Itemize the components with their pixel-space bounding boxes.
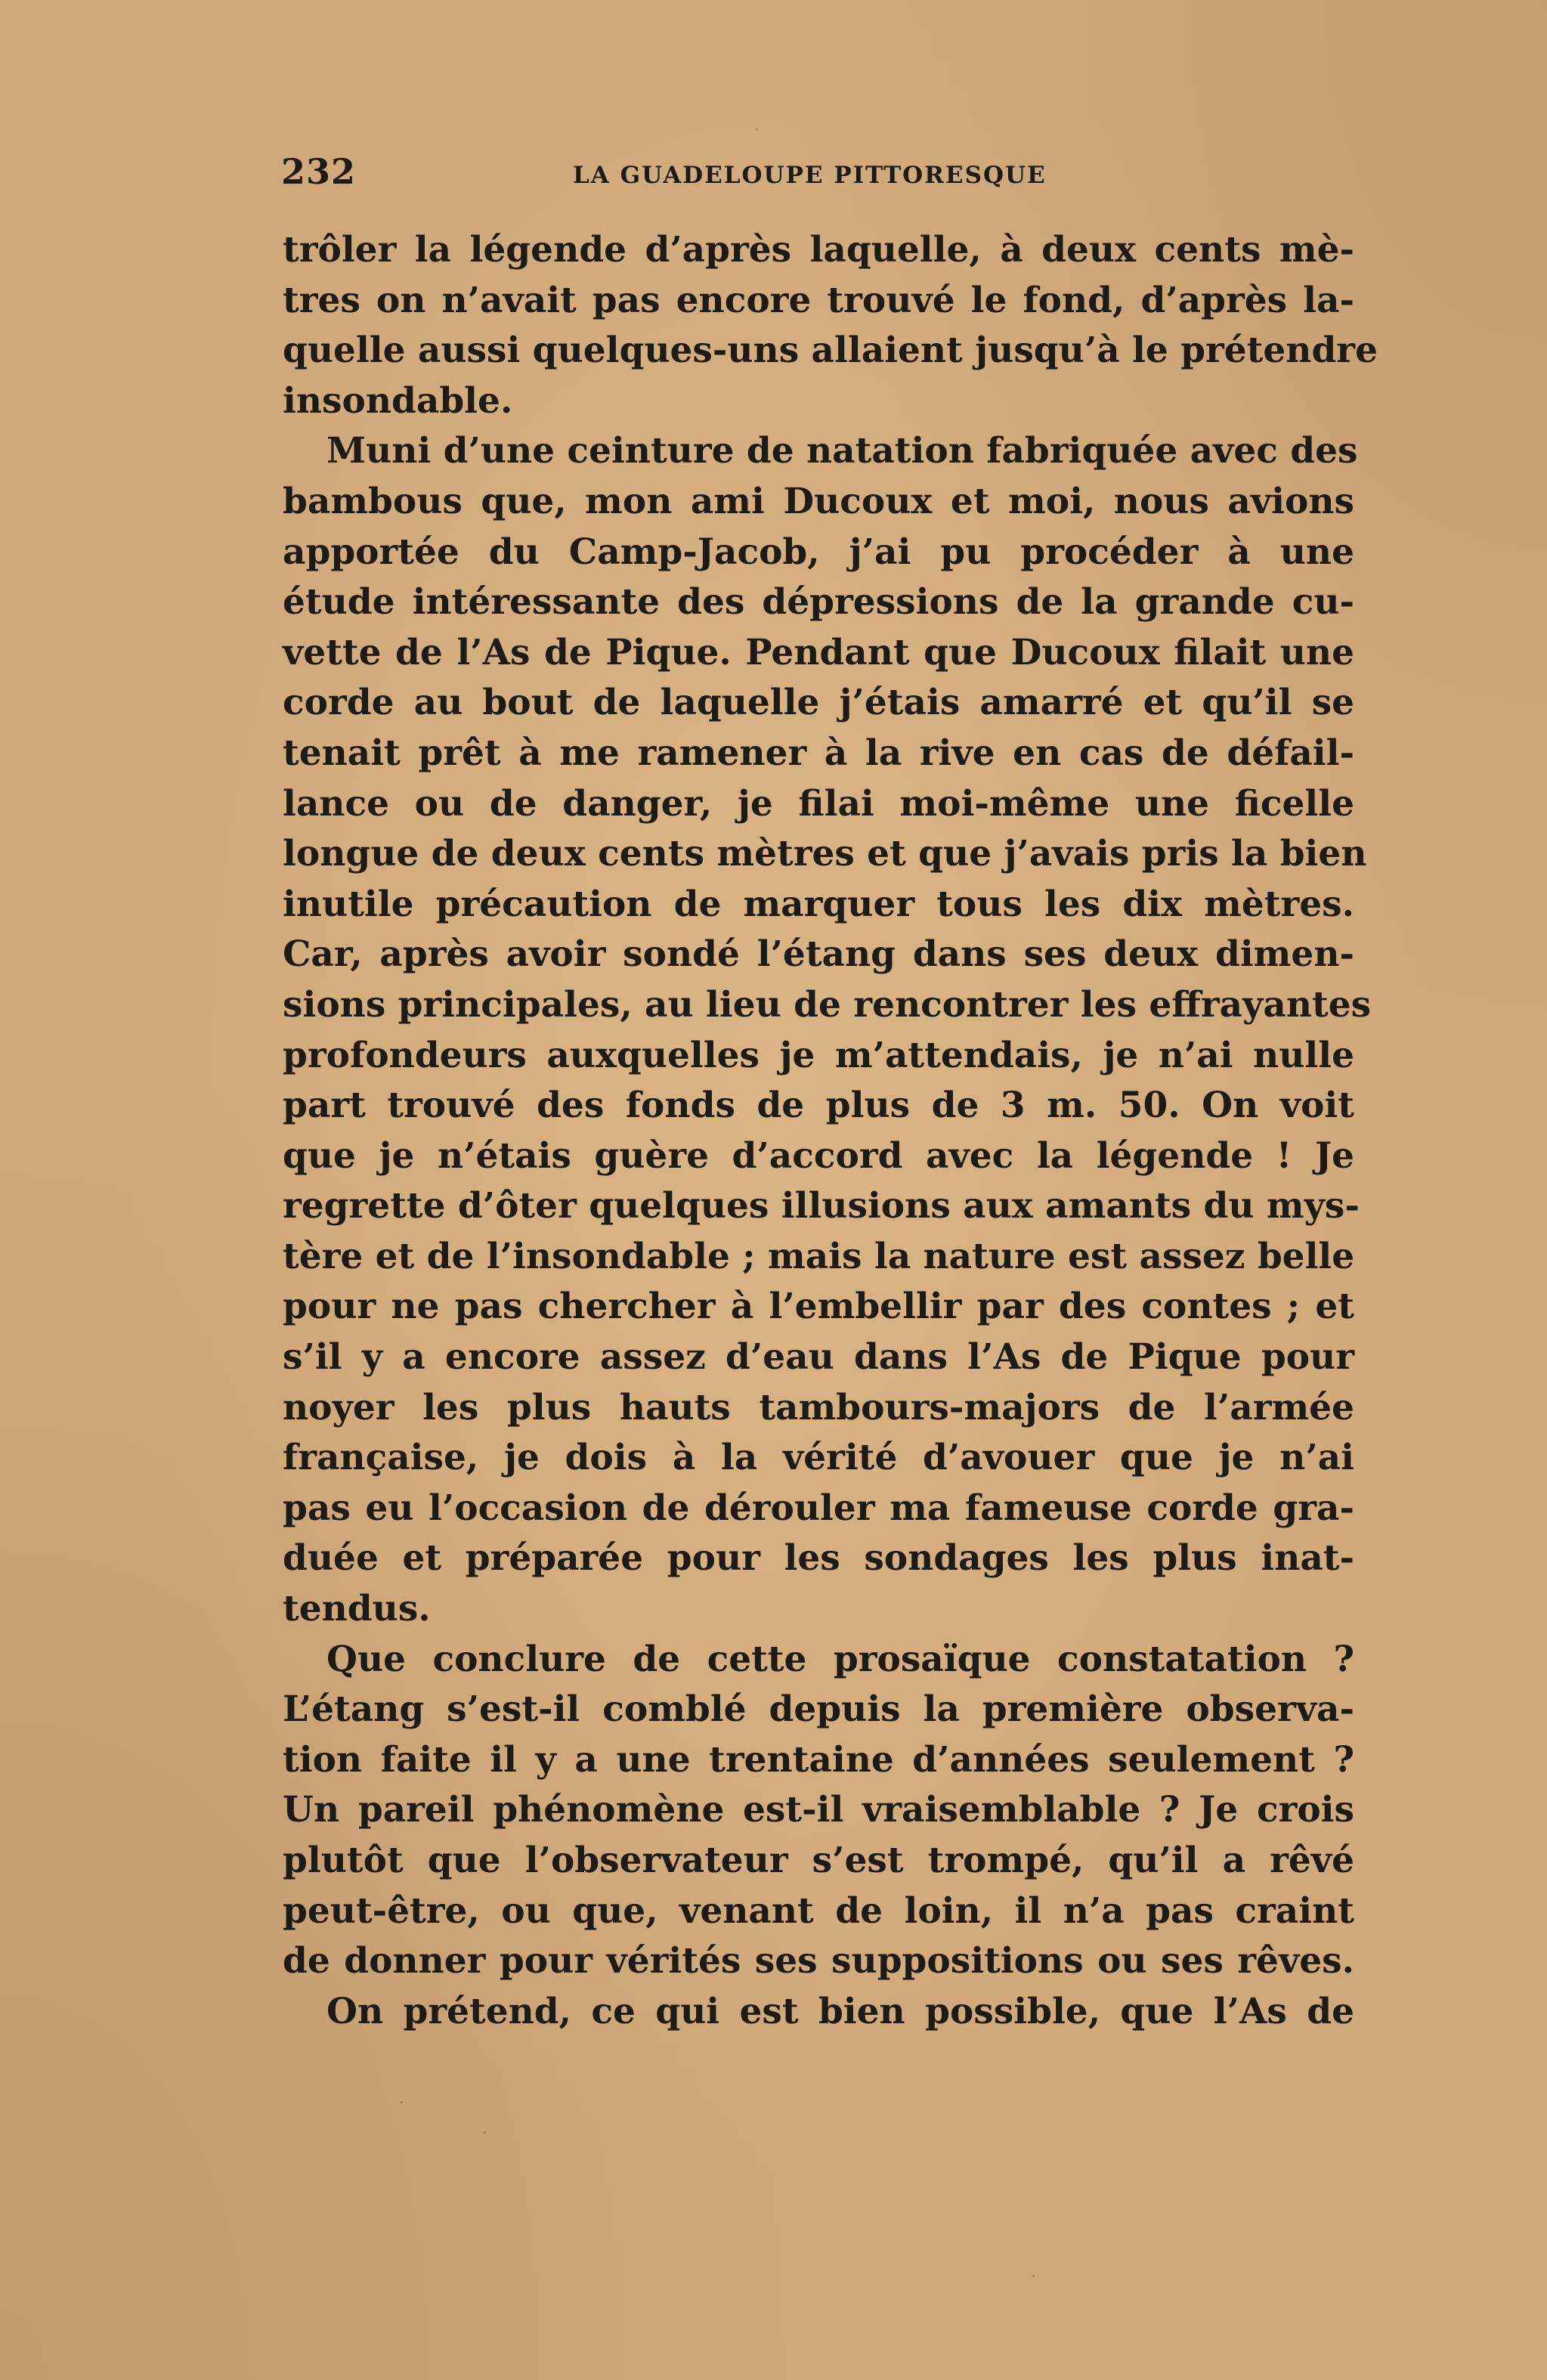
text-line: profondeurs auxquelles je m’attendais, je n’ai nulle: [283, 1034, 1354, 1076]
text-line: duée et préparée pour les sondages les plus inat-: [283, 1537, 1354, 1580]
text-line: peut-être, ou que, venant de loin, il n’a pas craint: [283, 1889, 1354, 1932]
text-line: vette de l’As de Pique. Pendant que Ducoux filait une: [283, 631, 1354, 673]
text-line: inutile précaution de marquer tous les dix mètres.: [283, 883, 1354, 925]
text-line: noyer les plus hauts tambours-majors de l’armée: [283, 1386, 1354, 1428]
text-line: que je n’étais guère d’accord avec la légende ! Je: [283, 1134, 1354, 1177]
text-line: tendus.: [283, 1588, 431, 1630]
text-line: lance ou de danger, je filai moi-même une ficelle: [283, 782, 1354, 825]
text-line: pas eu l’occasion de dérouler ma fameuse corde gra-: [283, 1487, 1354, 1529]
text-line: Car, après avoir sondé l’étang dans ses deux dimen-: [283, 933, 1354, 976]
text-line: apportée du Camp-Jacob, j’ai pu procéder à une: [283, 531, 1354, 573]
paper-speck: [1032, 2275, 1035, 2277]
text-line: Que conclure de cette prosaïque constatation ?: [326, 1638, 1354, 1680]
text-line: plutôt que l’observateur s’est trompé, qu’il a rêvé: [283, 1840, 1354, 1881]
text-line: tres on n’avait pas encore trouvé le fond, d’après la-: [283, 279, 1354, 321]
running-title: LA GUADELOUPE PITTORESQUE: [573, 162, 1047, 189]
text-line: Muni d’une ceinture de natation fabriquée avec des: [326, 430, 1358, 472]
text-line: tenait prêt à me ramener à la rive en cas de défail-: [283, 732, 1354, 774]
paper-speck: [756, 128, 758, 131]
text-line: tion faite il y a une trentaine d’années seulement ?: [283, 1738, 1354, 1781]
text-line: part trouvé des fonds de plus de 3 m. 50. On voit: [283, 1085, 1354, 1127]
running-head: [281, 151, 1351, 197]
text-line: Un pareil phénomène est-il vraisemblable ? Je crois: [283, 1789, 1354, 1831]
text-line: s’il y a encore assez d’eau dans l’As de Pique pour: [283, 1336, 1354, 1379]
text-line: tère et de l’insondable ; mais la nature est assez belle: [283, 1235, 1355, 1277]
page-number: 232: [281, 151, 357, 192]
text-line: trôler la légende d’après laquelle, à deux cents mè-: [283, 229, 1354, 271]
body-text: [283, 225, 1378, 2037]
text-line: étude intéressante des dépressions de la grande cu-: [283, 581, 1354, 624]
text-line: regrette d’ôter quelques illusions aux amants du mys-: [283, 1185, 1360, 1227]
text-line: corde au bout de laquelle j’étais amarré et qu’il se: [283, 682, 1354, 724]
text-line: de donner pour vérités ses suppositions ou ses rêves.: [283, 1940, 1354, 1982]
text-line: quelle aussi quelques-uns allaient jusqu’à le prétendre: [283, 330, 1378, 372]
text-line: On prétend, ce qui est bien possible, que l’As de: [326, 1990, 1354, 2032]
paper-speck: [484, 2131, 486, 2134]
paper-speck: [401, 2101, 403, 2103]
text-line: bambous que, mon ami Ducoux et moi, nous avions: [283, 480, 1354, 522]
text-line: insondable.: [283, 379, 513, 422]
text-line: française, je dois à la vérité d’avouer que je n’ai: [283, 1437, 1354, 1479]
text-line: pour ne pas chercher à l’embellir par des contes ; et: [283, 1286, 1354, 1328]
text-line: sions principales, au lieu de rencontrer les effrayantes: [283, 983, 1372, 1026]
text-line: longue de deux cents mètres et que j’avais pris la bien: [283, 833, 1367, 875]
text-line: L’étang s’est-il comblé depuis la première observa-: [283, 1688, 1354, 1731]
